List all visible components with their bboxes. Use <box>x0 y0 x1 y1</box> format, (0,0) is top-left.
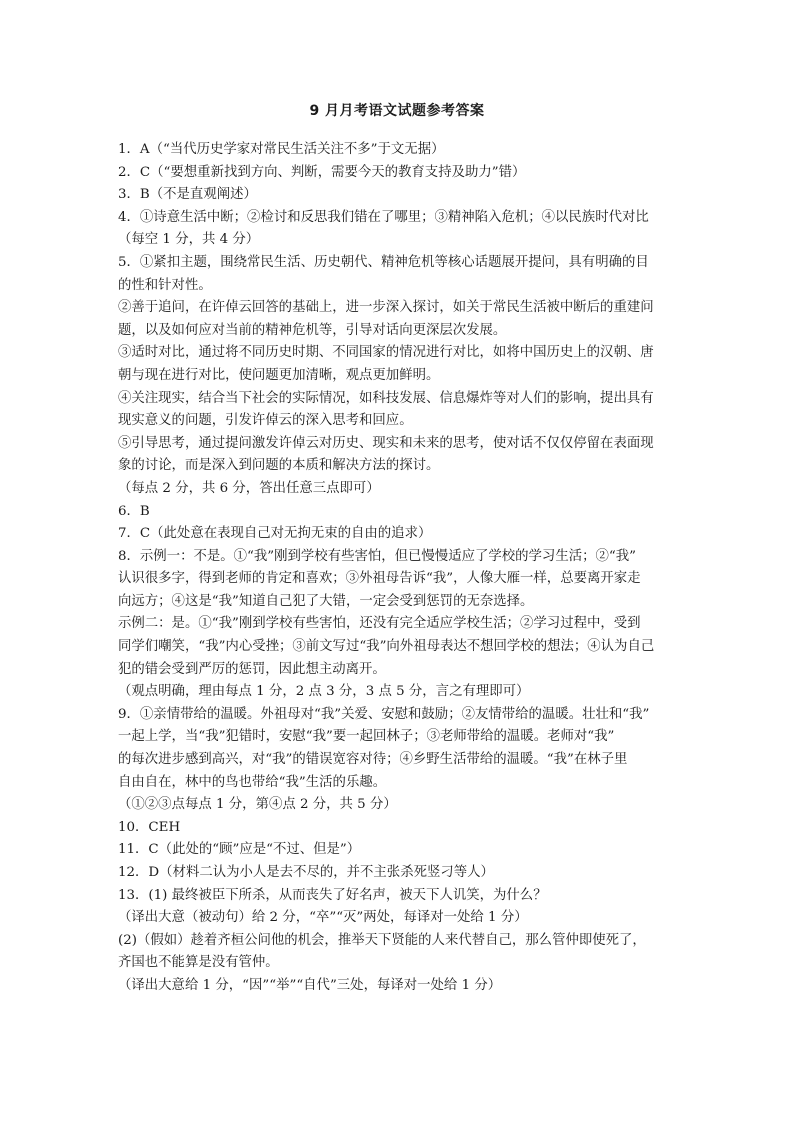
answer-line: 4．①诗意生活中断；②检讨和反思我们错在了哪里；③精神陷入危机；④以民族时代对比 <box>118 209 649 225</box>
answer-line: ④关注现实，结合当下社会的实际情况，如科技发展、信息爆炸等对人们的影响，提出具有 <box>118 390 654 406</box>
answer-line: 自由自在，林中的鸟也带给“我”生活的乐趣。 <box>118 774 387 790</box>
answer-line: 象的讨论，而是深入到问题的本质和解决方法的探讨。 <box>118 458 440 474</box>
answer-line: （观点明确，理由每点 1 分，2 点 3 分，3 点 5 分，言之有理即可） <box>118 684 530 700</box>
answer-line: 的性和针对性。 <box>118 277 212 293</box>
answer-line: 齐国也不能算是没有管仲。 <box>118 955 279 971</box>
answer-line: 6．B <box>118 503 150 519</box>
answer-line: ⑤引导思考，通过提问激发许倬云对历史、现实和未来的思考，使对话不仅仅停留在表面现 <box>118 435 654 451</box>
answer-line: 12．D（材料二认为小人是去不尽的，并不主张杀死竖刁等人） <box>118 865 494 880</box>
answer-line: （每空 1 分，共 4 分） <box>118 232 260 248</box>
answer-line: 认识很多字，得到老师的肯定和喜欢；③外祖母告诉“我”，人像大雁一样，总要离开家走 <box>118 571 641 587</box>
answer-line: 向远方；④这是“我”知道自己犯了大错，一定会受到惩罚的无奈选择。 <box>118 593 534 609</box>
answer-line: 现实意义的问题，引发许倬云的深入思考和回应。 <box>118 413 413 429</box>
answer-line: 朝与现在进行对比，使问题更加清晰，观点更加鲜明。 <box>118 367 440 383</box>
answer-line: 9．①亲情带给的温暖。外祖母对“我”关爱、安慰和鼓励；②友情带给的温暖。壮壮和“我” <box>118 706 650 722</box>
answer-line: 10．CEH <box>118 819 181 835</box>
answer-line: ②善于追问，在许倬云回答的基础上，进一步深入探讨，如关于常民生活被中断后的重建问 <box>118 300 654 316</box>
answer-line: （①②③点每点 1 分，第④点 2 分，共 5 分） <box>118 797 397 813</box>
answer-line: 1．A（“当代历史学家对常民生活关注不多”于文无据） <box>118 142 445 157</box>
answer-line: 13．(1) 最终被臣下所杀，从而丧失了好名声，被天下人讥笑，为什么？ <box>118 887 547 903</box>
answer-key-body <box>118 139 683 998</box>
answer-line: (2)（假如）趁着齐桓公问他的机会，推举天下贤能的人来代替自己，那么管仲即使死了， <box>118 932 646 948</box>
answer-line: 2．C（“要想重新找到方向、判断，需要今天的教育支持及助力”错） <box>118 164 526 180</box>
answer-line: 5．①紧扣主题，围绕常民生活、历史朝代、精神危机等核心话题展开提问，具有明确的目 <box>118 254 649 270</box>
answer-line: 11．C（此处的“顾”应是“不过、但是”） <box>118 842 361 858</box>
answer-line: 8．示例一：不是。①“我”刚到学校有些害怕，但已慢慢适应了学校的学习生活；②“我” <box>118 548 636 564</box>
answer-line: ③适时对比，通过将不同历史时期、不同国家的情况进行对比，如将中国历史上的汉朝、唐 <box>118 345 654 361</box>
document-title: 9 月月考语文试题参考答案 <box>309 103 485 119</box>
answer-line: 7．C（此处意在表现自己对无拘无束的自由的追求） <box>118 526 432 542</box>
answer-line: （译出大意（被动句）给 2 分，“卒”“灭”两处，每译对一处给 1 分） <box>118 910 528 926</box>
answer-line: 3．B（不是直观阐述） <box>118 187 257 203</box>
answer-line: （每点 2 分，共 6 分，答出任意三点即可） <box>118 480 380 496</box>
answer-line: 犯的错会受到严厉的惩罚，因此想主动离开。 <box>118 661 386 677</box>
answer-line: （译出大意给 1 分，“因”“举”“自代”三处，每译对一处给 1 分） <box>118 977 502 993</box>
answer-line: 的每次进步感到高兴，对“我”的错误宽容对待；④乡野生活带给的温暖。“我”在林子里 <box>118 752 628 768</box>
answer-line: 示例二：是。①“我”刚到学校有些害怕，还没有完全适应学校生活；②学习过程中，受到 <box>118 616 641 632</box>
answer-line: 题，以及如何应对当前的精神危机等，引导对话向更深层次发展。 <box>118 322 507 338</box>
answer-line: 同学们嘲笑，“我”内心受挫；③前文写过“我”向外祖母表达不想回学校的想法；④认为自己 <box>118 639 655 655</box>
answer-line: 一起上学，当“我”犯错时，安慰“我”要一起回林子；③老师带给的温暖。老师对“我” <box>118 729 615 745</box>
